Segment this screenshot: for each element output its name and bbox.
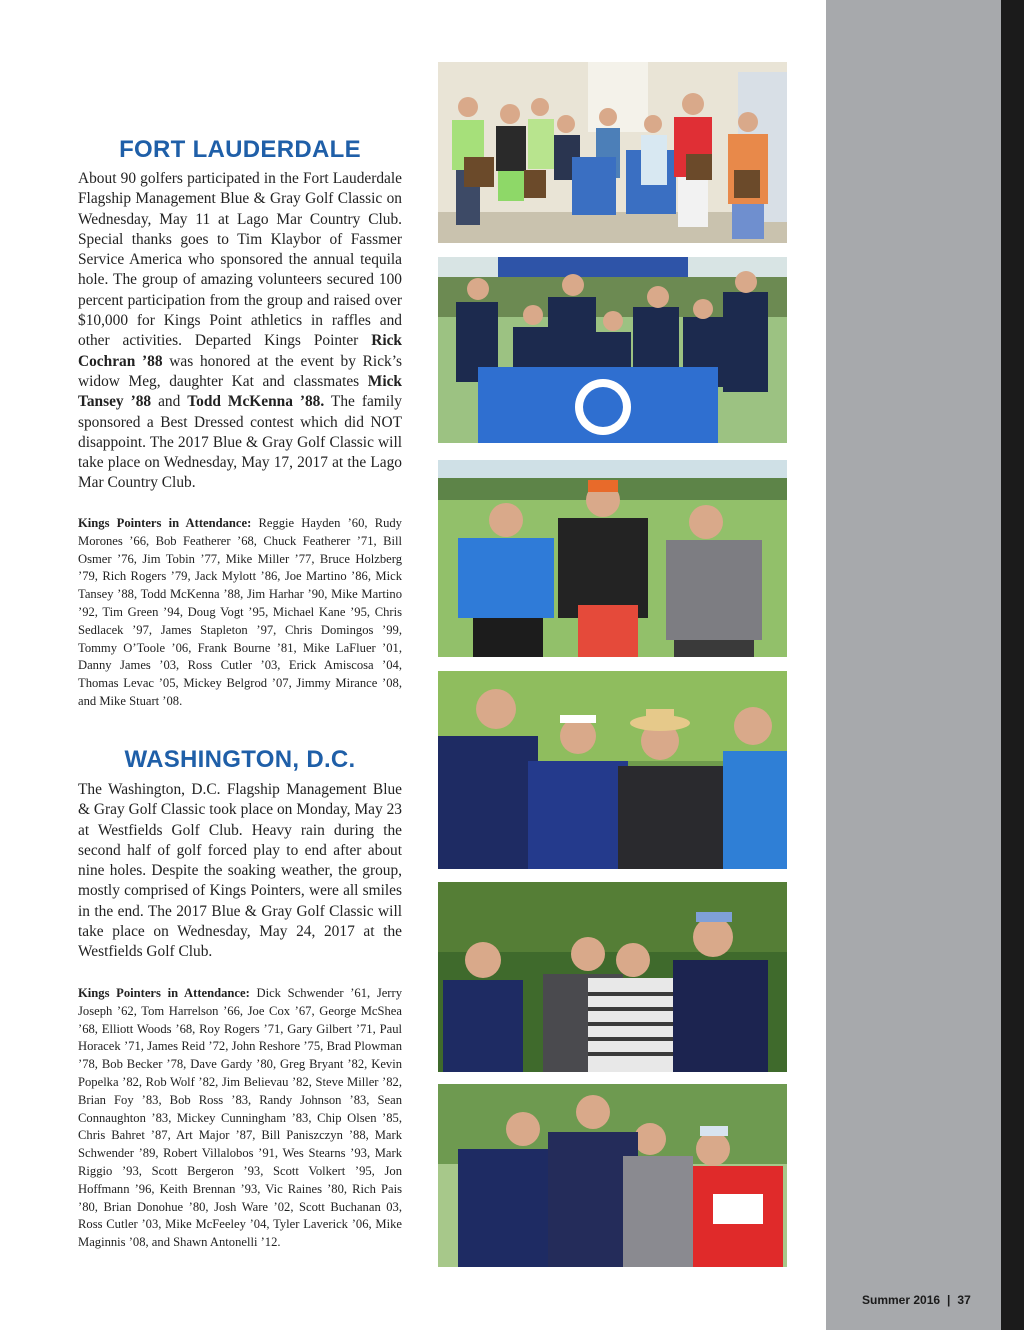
body-text-part: About 90 golfers participated in the Fort Lauderdale Flagship Management Blue & Gray Golf Classic on Wednesday, May 11 at Lago Mar Country Club. Special thanks goes to Tim Klaybor of Fassmer Service America who sponsored the annual tequila hole. The group of amazing volunteers secured 100 percent participation from the group and raised over $10,000 for Kings Point athletics in raffles and other activities. Departed Kings Pointer bbox=[78, 170, 402, 350]
attendance-label: Kings Pointers in Attendance: bbox=[78, 986, 250, 1000]
photo-washington-four-golfers bbox=[438, 671, 787, 869]
attendance-list: Reggie Hayden ’60, Rudy Morones ’66, Bob Featherer ’68, Chuck Featherer ’71, Bill Osmer ’76, Jim Tobin ’77, Mike Miller ’77, Bruce Holzberg ’79, Rich Rogers ’79, Jack Mylott ’86, Joe Martino ’86, Mick Tansey ’88, Todd McKenna ’88, Jim Harhar ’90, Mike Martino ’92, Tim Green ’94, Doug Vogt ’95, Michael Kane ’95, Chris Sedlacek ’97, James Stapleton ’97, Chris Domingos ’99, Tommy O’Toole ’06, Frank Bourne ’81, Mike LaFluer ’01, Danny James ’03, Ross Cutler ’03, Erick Amiscosa ’04, Thomas Levac ’05, Mickey Belgrod ’07, Jimmy Mirance ’08, and Mike Stuart ’08. bbox=[78, 516, 402, 708]
photo-fort-lauderdale-golfers bbox=[438, 460, 787, 657]
fort-lauderdale-heading: FORT LAUDERDALE bbox=[119, 136, 361, 163]
fort-lauderdale-body bbox=[78, 169, 402, 494]
classmate-name: Todd McKenna ’88. bbox=[187, 393, 325, 411]
classmate-name: Mick Tansey ’88 bbox=[78, 372, 402, 411]
body-text-part: was honored at the event by Rick’s widow Meg, daughter Kat and classmates bbox=[78, 352, 403, 390]
attendance-label: Kings Pointers in Attendance: bbox=[78, 516, 252, 530]
washington-attendance bbox=[78, 985, 402, 1252]
footer-separator: | bbox=[947, 1293, 951, 1307]
washington-heading: WASHINGTON, D.C. bbox=[124, 746, 356, 773]
photo-fort-lauderdale-flag bbox=[438, 257, 787, 443]
body-text-part: and bbox=[151, 393, 188, 411]
side-bar bbox=[826, 0, 1001, 1330]
page-number: 37 bbox=[957, 1293, 971, 1307]
honoree-name: Rick Cochran ’88 bbox=[78, 332, 402, 370]
body-text-part: The family sponsored a Best Dressed contest which did NOT disappoint. The 2017 Blue & Gray Golf Classic will take place on Wednesday, May 17, 2017 at the Lago Mar Country Club. bbox=[78, 393, 402, 492]
photo-washington-group bbox=[438, 1084, 787, 1267]
photo-fort-lauderdale-awards bbox=[438, 62, 787, 243]
fort-lauderdale-attendance bbox=[78, 515, 402, 711]
issue-label: Summer 2016 bbox=[862, 1293, 941, 1307]
edge-bar bbox=[1001, 0, 1024, 1330]
attendance-list: Dick Schwender ’61, Jerry Joseph ’62, Tom Harrelson ’66, Joe Cox ’67, George McShea ’68, Elliott Woods ’68, Roy Rogers ’71, Gary Gilbert ’71, Paul Horacek ’71, James Reid ’72, John Reshore ’75, Brad Plowman ’78, Bob Becker ’78, Dave Gardy ’80, Greg Bryant ’82, Kevin Popelka ’82, Rob Wolf ’82, Jim Believau ’82, Steve Miller ’82, Brian Foy ’83, Bob Ross ’83, Randy Johnson ’83, Sean Connaughton ’83, Mickey Cunningham ’83, Chip Olsen ’85, Chris Bahret ’87, Art Major ’87, Bill Paniszczyn ’88, Mark Schwender ’89, Robert Villalobos ’91, Wes Stearns ’93, Mark Riggio ’93, Scott Bergeron ’93, Scott Volkert ’95, Jon Hoffmann ’96, Keith Brennan ’93, Vic Raines ’80, Rich Pais ’80, Brian Donohue ’80, Josh Ware ’02, Scott Buchanan 03, Ross Cutler ’03, Mike McFeeley ’04, Tyler Laverick ’06, Mike Maginnis ’08, and Shawn Antonelli ’12. bbox=[78, 986, 402, 1250]
photo-washington-foursome bbox=[438, 882, 787, 1072]
washington-body: The Washington, D.C. Flagship Management Blue & Gray Golf Classic took place on Monday, May 23 at Westfields Golf Club. Heavy rain during the second half of golf forced play to end after about nine holes. Despite the soaking weather, the group, mostly comprised of Kings Pointers, were all smiles in the end. The 2017 Blue & Gray Golf Classic will take place on Wednesday, May 24, 2017 at the Westfields Golf Club. bbox=[78, 781, 402, 961]
page-footer bbox=[862, 1293, 971, 1307]
